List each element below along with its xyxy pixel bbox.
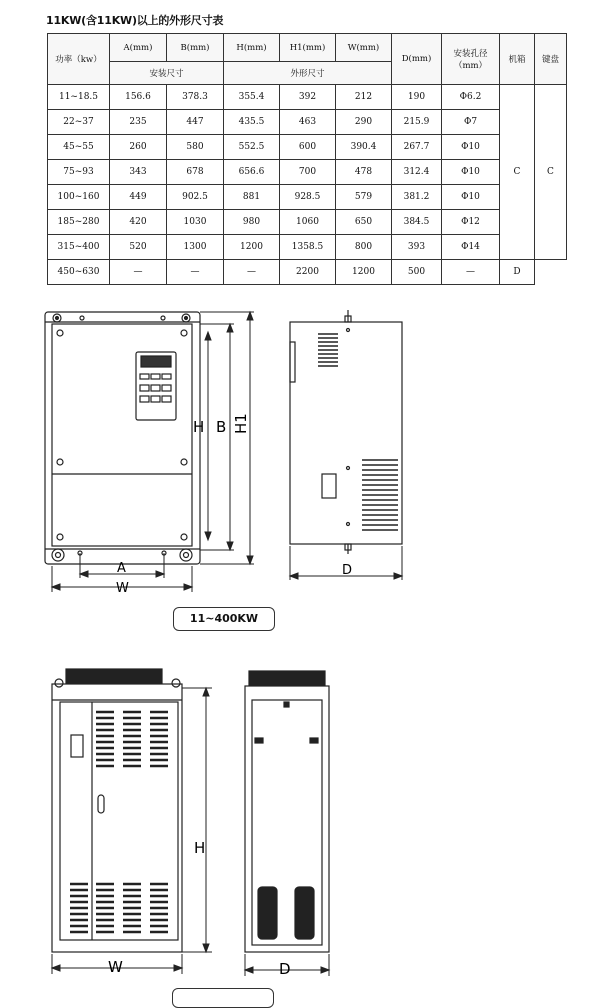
front-vent-columns-2 [96, 712, 168, 932]
cell-d: 381.2 [392, 185, 442, 210]
cell-w: 650 [336, 210, 392, 235]
cell-a: — [110, 260, 167, 285]
cell-hole: — [442, 260, 500, 285]
header-hole: 安装孔径（mm） [442, 34, 500, 85]
dimension-lines-1 [52, 312, 254, 592]
cell-d: 215.9 [392, 110, 442, 135]
front-vents-2 [70, 884, 88, 932]
cell-b: 378.3 [167, 85, 224, 110]
cell-cabinet-main: C [500, 85, 535, 260]
cell-h1: 2200 [280, 260, 336, 285]
cell-power: 100~160 [48, 185, 110, 210]
cell-b: 1300 [167, 235, 224, 260]
header-cabinet: 机箱 [500, 34, 535, 85]
cell-w: 800 [336, 235, 392, 260]
cell-w: 390.4 [336, 135, 392, 160]
page-title: 11KW(含11KW)以上的外形尺寸表 [46, 14, 224, 27]
cell-h1: 1358.5 [280, 235, 336, 260]
cell-h1: 600 [280, 135, 336, 160]
cell-power: 45~55 [48, 135, 110, 160]
side-view-1 [290, 310, 402, 554]
cell-h: 980 [224, 210, 280, 235]
header-power: 功率（kw） [48, 34, 110, 85]
power-range-badge: 11~400KW [173, 607, 275, 631]
cell-w: 1200 [336, 260, 392, 285]
front-view-1 [45, 312, 200, 564]
cell-hole: Φ10 [442, 185, 500, 210]
cell-hole: Φ14 [442, 235, 500, 260]
header-h: H(mm) [224, 34, 280, 62]
cell-power: 185~280 [48, 210, 110, 235]
cell-hole: Φ10 [442, 135, 500, 160]
label-w-1: W [116, 581, 129, 596]
cell-h1: 700 [280, 160, 336, 185]
cell-h: 435.5 [224, 110, 280, 135]
label-h-1: H [193, 418, 205, 436]
label-h-2: H [194, 839, 206, 857]
cell-b: — [167, 260, 224, 285]
cell-power: 75~93 [48, 160, 110, 185]
cell-d: 393 [392, 235, 442, 260]
cell-h: 1200 [224, 235, 280, 260]
header-h1: H1(mm) [280, 34, 336, 62]
cell-h: — [224, 260, 280, 285]
cell-b: 447 [167, 110, 224, 135]
header-keypad: 键盘 [535, 34, 567, 85]
cell-a: 343 [110, 160, 167, 185]
side-vents-bottom [362, 460, 398, 530]
cell-w: 212 [336, 85, 392, 110]
cell-h: 881 [224, 185, 280, 210]
cell-a: 235 [110, 110, 167, 135]
cell-h1: 928.5 [280, 185, 336, 210]
cell-h: 355.4 [224, 85, 280, 110]
cell-d: 384.5 [392, 210, 442, 235]
cell-w: 290 [336, 110, 392, 135]
cell-d: 500 [392, 260, 442, 285]
label-d-1: D [342, 563, 353, 578]
cell-cabinet: D [500, 260, 535, 285]
cell-a: 520 [110, 235, 167, 260]
cell-power: 315~400 [48, 235, 110, 260]
header-w: W(mm) [336, 34, 392, 62]
cell-hole: Φ10 [442, 160, 500, 185]
cell-b: 678 [167, 160, 224, 185]
label-b-1: B [216, 418, 227, 436]
cell-hole: Φ7 [442, 110, 500, 135]
label-d-2: D [279, 960, 291, 978]
cell-h1: 1060 [280, 210, 336, 235]
cell-a: 420 [110, 210, 167, 235]
cell-h: 656.6 [224, 160, 280, 185]
cell-a: 260 [110, 135, 167, 160]
power-range-badge-2 [172, 988, 274, 1008]
cell-power: 11~18.5 [48, 85, 110, 110]
cell-hole: Φ12 [442, 210, 500, 235]
cell-power: 22~37 [48, 110, 110, 135]
cell-hole: Φ6.2 [442, 85, 500, 110]
cell-b: 580 [167, 135, 224, 160]
label-a-1: A [117, 561, 126, 576]
cell-d: 267.7 [392, 135, 442, 160]
label-w-2: W [108, 958, 123, 976]
cell-d: 312.4 [392, 160, 442, 185]
header-a: A(mm) [110, 34, 167, 62]
side-vents-top [318, 334, 338, 366]
group-install: 安装尺寸 [110, 62, 224, 85]
cell-d: 190 [392, 85, 442, 110]
header-d: D(mm) [392, 34, 442, 85]
cell-b: 902.5 [167, 185, 224, 210]
cell-a: 156.6 [110, 85, 167, 110]
cell-w: 579 [336, 185, 392, 210]
cell-h1: 392 [280, 85, 336, 110]
cell-keypad-main: C [535, 85, 567, 260]
cell-power: 450~630 [48, 260, 110, 285]
cell-a: 449 [110, 185, 167, 210]
cell-w: 478 [336, 160, 392, 185]
cell-h1: 463 [280, 110, 336, 135]
side-view-2 [245, 671, 329, 952]
label-h1-1: H1 [232, 413, 250, 434]
cell-b: 1030 [167, 210, 224, 235]
header-b: B(mm) [167, 34, 224, 62]
group-outline: 外形尺寸 [224, 62, 392, 85]
cell-h: 552.5 [224, 135, 280, 160]
